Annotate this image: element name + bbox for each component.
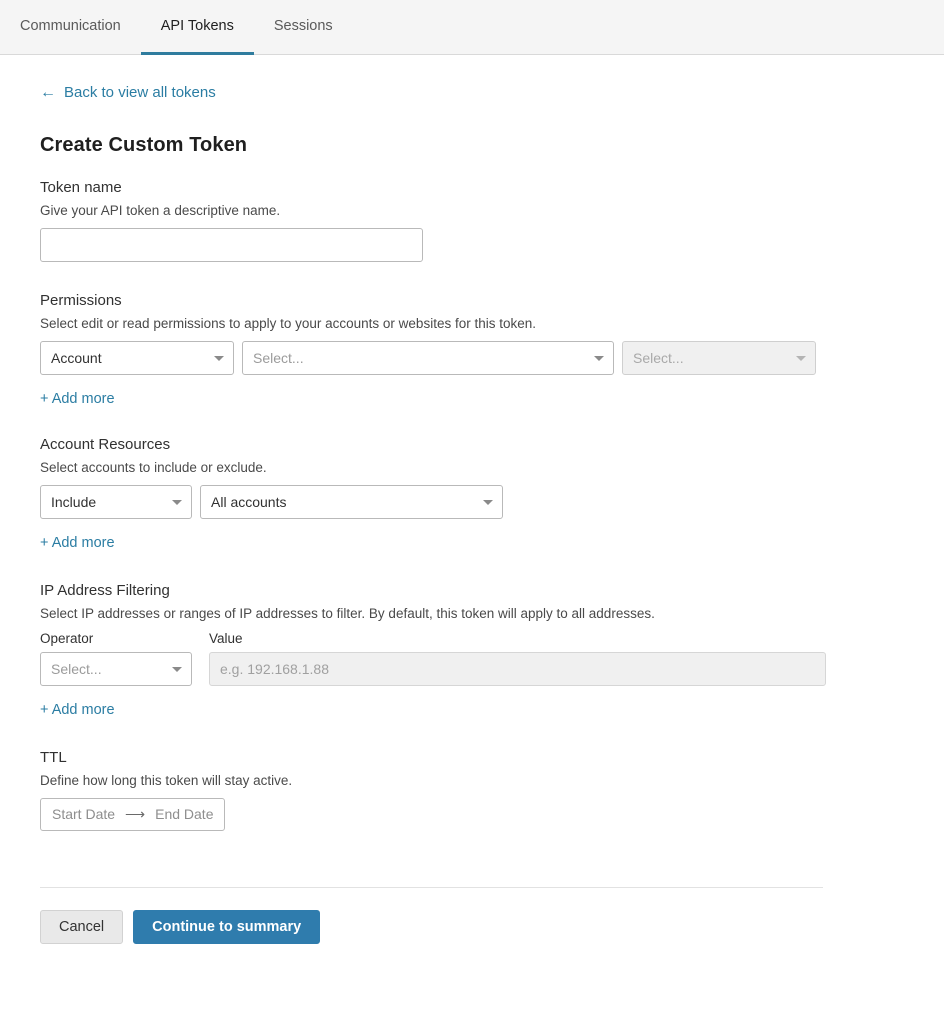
chevron-down-icon [214,356,224,361]
continue-to-summary-button[interactable]: Continue to summary [133,910,320,944]
permissions-row [40,341,904,375]
account-resources-mode-value: Include [51,493,97,510]
ttl-description: Define how long this token will stay active. [40,772,293,788]
settings-tab-bar [0,0,944,55]
account-resources-mode-select[interactable] [40,485,192,519]
back-to-tokens-link[interactable] [40,84,216,101]
ip-filtering-add-more-label: + Add more [40,701,115,718]
token-name-input[interactable] [40,228,423,262]
permissions-add-more-label: + Add more [40,390,115,407]
ip-value-input[interactable] [209,652,826,686]
ttl-start-date[interactable]: Start Date [52,806,116,822]
arrow-right-icon: ⟶ [125,805,146,822]
permission-scope-value: Account [51,349,102,366]
ip-filtering-description: Select IP addresses or ranges of IP addresses to filter. By default, this token will apply to all addresses. [40,605,655,621]
permission-level-select [622,341,816,375]
ip-value-label: Value [209,630,243,646]
account-resources-accounts-select[interactable] [200,485,503,519]
tab-api-tokens-label: API Tokens [160,18,234,34]
tab-sessions[interactable] [254,0,353,55]
account-resources-section [40,436,904,552]
account-resources-description: Select accounts to include or exclude. [40,459,267,475]
chevron-down-icon [796,356,806,361]
permission-level-value: Select... [633,349,684,366]
create-token-page [0,55,944,944]
ttl-title: TTL [40,748,67,766]
permissions-add-more-button[interactable] [40,391,115,407]
back-to-tokens-label: Back to view all tokens [64,84,216,101]
ip-operator-select[interactable] [40,652,192,686]
token-name-section [40,179,904,262]
ip-filtering-title: IP Address Filtering [40,581,170,599]
token-name-title: Token name [40,178,122,196]
permissions-title: Permissions [40,291,122,309]
chevron-down-icon [172,667,182,672]
account-resources-accounts-value: All accounts [211,493,287,510]
ttl-section [40,749,904,831]
ttl-end-date[interactable]: End Date [155,806,214,822]
account-resources-add-more-button[interactable] [40,535,115,551]
permission-resource-select[interactable] [242,341,614,375]
permissions-section [40,292,904,408]
tab-communication[interactable] [0,0,141,55]
tab-communication-label: Communication [20,18,121,34]
ip-operator-value: Select... [51,660,102,677]
account-resources-add-more-label: + Add more [40,534,115,551]
form-footer [40,887,823,944]
account-resources-title: Account Resources [40,435,171,453]
permission-scope-select[interactable] [40,341,234,375]
token-name-description: Give your API token a descriptive name. [40,202,281,218]
page-title: Create Custom Token [40,133,248,156]
cancel-button[interactable]: Cancel [40,910,123,944]
chevron-down-icon [172,500,182,505]
permissions-description: Select edit or read permissions to apply to your accounts or websites for this token. [40,315,536,331]
ip-operator-label: Operator [40,630,94,646]
permission-resource-value: Select... [253,349,304,366]
ttl-date-range-picker[interactable] [40,798,225,831]
ip-filtering-section [40,582,904,719]
ip-filtering-add-more-button[interactable] [40,702,115,718]
chevron-down-icon [594,356,604,361]
tab-api-tokens[interactable] [141,0,254,55]
arrow-left-icon: ← [40,83,56,101]
chevron-down-icon [483,500,493,505]
tab-sessions-label: Sessions [273,18,333,34]
account-resources-row [40,485,904,519]
ip-filtering-row [40,631,904,686]
